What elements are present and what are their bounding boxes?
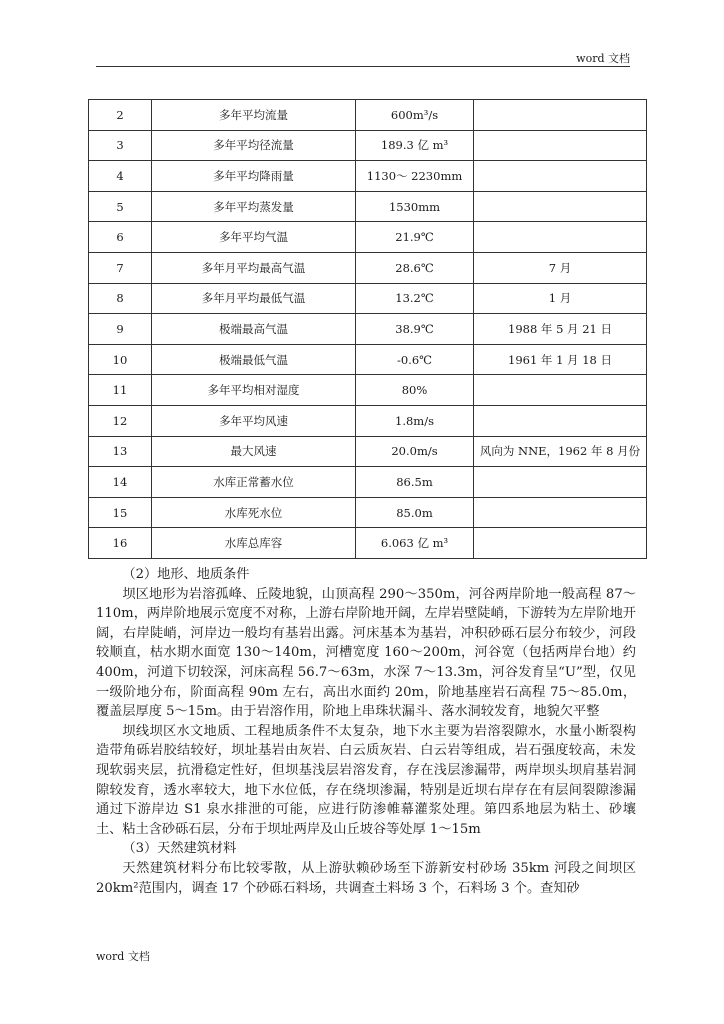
page-footer-label: word 文档 [96,950,150,963]
paragraph-geology: 坝线坝区水文地质、工程地质条件不太复杂，地下水主要为岩溶裂隙水，水量小断裂构造带角砾岩胶结较好，坝址基岩由灰岩、白云质灰岩、白云岩等组成，岩石强度较高，未发现软弱夹层，抗滑稳定性好，但坝基浅层岩溶发育，存在浅层渗漏带，两岸坝头坝肩基岩洞隙较发育，透水率较大，地下水位低，存在绕坝渗漏，特别是近坝右岸存在有层间裂隙渗漏通过下游岸边 S1 泉水排泄的可能，应进行防渗帷幕灌浆处理。第四系地层为粘土、砂壤土、粘土含砂砾石层，分布于坝址两岸及山丘坡谷等处厚 1～15m [96,723,636,837]
cell-parameter-note: 7 月 [474,252,647,283]
cell-parameter-value: 80% [356,375,474,406]
cell-parameter-name: 多年平均相对湿度 [152,375,356,406]
cell-row-index: 4 [89,161,152,192]
cell-parameter-value: 21.9℃ [356,222,474,253]
cell-parameter-name: 多年平均流量 [152,100,356,131]
table-row [89,497,647,528]
cell-parameter-name: 多年平均气温 [152,222,356,253]
cell-row-index: 10 [89,344,152,375]
cell-parameter-note [474,191,647,222]
cell-parameter-value: 600m³/s [356,100,474,131]
table-row [89,191,647,222]
cell-parameter-name: 多年平均径流量 [152,130,356,161]
cell-row-index: 7 [89,252,152,283]
cell-parameter-value: 6.063 亿 m³ [356,528,474,559]
table-row [89,467,647,498]
cell-parameter-value: -0.6℃ [356,344,474,375]
cell-parameter-name: 多年平均风速 [152,405,356,436]
cell-parameter-note [474,467,647,498]
table-row [89,283,647,314]
cell-row-index: 13 [89,436,152,467]
table-row [89,436,647,467]
table-body [89,100,647,559]
cell-parameter-note: 1961 年 1 月 18 日 [474,344,647,375]
cell-parameter-name: 多年月平均最低气温 [152,283,356,314]
table-row [89,252,647,283]
page-header-label: word 文档 [576,52,630,65]
cell-row-index: 3 [89,130,152,161]
cell-parameter-name: 极端最高气温 [152,314,356,345]
cell-parameter-note [474,497,647,528]
header-rule [96,66,630,67]
cell-parameter-name: 多年月平均最高气温 [152,252,356,283]
cell-row-index: 15 [89,497,152,528]
cell-parameter-note [474,222,647,253]
cell-parameter-name: 水库死水位 [152,497,356,528]
cell-parameter-note: 风向为 NNE，1962 年 8 月份 [474,436,647,467]
table-row [89,130,647,161]
table-row [89,314,647,345]
cell-row-index: 16 [89,528,152,559]
cell-parameter-name: 极端最低气温 [152,344,356,375]
body-section [96,565,636,898]
paragraph-terrain: 坝区地形为岩溶孤峰、丘陵地貌，山顶高程 290～350m，河谷两岸阶地一般高程 87～110m，两岸阶地展示宽度不对称，上游右岸阶地开阔，左岸岩壁陡峭，下游转为左岸阶地开阔，右岸陡峭，河岸边一般均有基岩出露。河床基本为基岩，冲积砂砾石层分布较少，河段较顺直，枯水期水面宽 130～140m，河槽宽度 160～200m，河谷宽（包括两岸台地）约 400m，河道下切较深，河床高程 56.7～63m，水深 7～13.3m，河谷发育呈“U”型，仅见一级阶地分布，阶面高程 90m 左右，高出水面约 20m，阶地基座岩石高程 75～85.0m，覆盖层厚度 5～15m。由于岩溶作用，阶地上串珠状漏斗、落水洞较发育，地貌欠平整 [96,586,636,720]
cell-row-index: 2 [89,100,152,131]
cell-parameter-note [474,100,647,131]
cell-parameter-note: 1988 年 5 月 21 日 [474,314,647,345]
cell-parameter-name: 水库正常蓄水位 [152,467,356,498]
cell-parameter-value: 86.5m [356,467,474,498]
table-row [89,100,647,131]
cell-row-index: 6 [89,222,152,253]
hydrology-parameters-table [88,99,647,559]
cell-parameter-note [474,161,647,192]
table-row [89,528,647,559]
cell-parameter-value: 28.6℃ [356,252,474,283]
cell-parameter-name: 最大风速 [152,436,356,467]
cell-parameter-value: 13.2℃ [356,283,474,314]
cell-row-index: 11 [89,375,152,406]
table-row [89,344,647,375]
cell-parameter-note [474,375,647,406]
cell-parameter-value: 85.0m [356,497,474,528]
cell-row-index: 5 [89,191,152,222]
cell-parameter-value: 189.3 亿 m³ [356,130,474,161]
table-row [89,222,647,253]
section-heading-materials: （3）天然建筑材料 [122,841,237,857]
cell-parameter-note [474,405,647,436]
cell-parameter-note [474,130,647,161]
table-row [89,161,647,192]
cell-parameter-note [474,528,647,559]
cell-parameter-value: 1.8m/s [356,405,474,436]
paragraph-materials: 天然建筑材料分布比较零散，从上游驮赖砂场至下游新安村砂场 35km 河段之间坝区 20km²范围内，调查 17 个砂砾石料场，共调查土料场 3 个，石料场 3 个。查知砂 [96,860,636,896]
cell-parameter-note: 1 月 [474,283,647,314]
cell-row-index: 12 [89,405,152,436]
cell-row-index: 8 [89,283,152,314]
table-row [89,405,647,436]
table-row [89,375,647,406]
cell-row-index: 9 [89,314,152,345]
cell-parameter-name: 水库总库容 [152,528,356,559]
cell-parameter-value: 20.0m/s [356,436,474,467]
cell-parameter-name: 多年平均蒸发量 [152,191,356,222]
section-heading-terrain: （2）地形、地质条件 [122,567,250,582]
cell-parameter-value: 38.9℃ [356,314,474,345]
cell-parameter-name: 多年平均降雨量 [152,161,356,192]
cell-parameter-value: 1530mm [356,191,474,222]
cell-parameter-value: 1130～ 2230mm [356,161,474,192]
cell-row-index: 14 [89,467,152,498]
